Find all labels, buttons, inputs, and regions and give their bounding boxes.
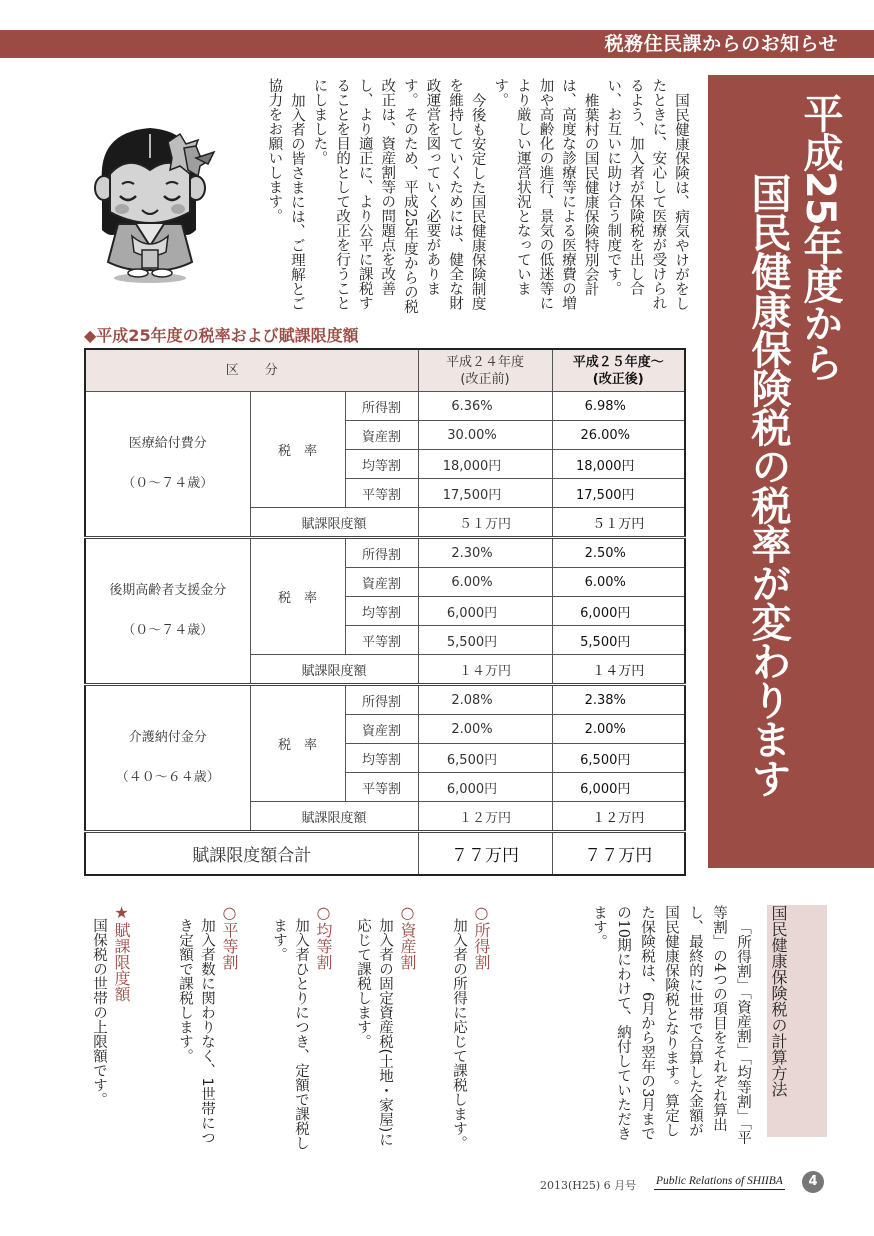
- item-label: 均等割: [345, 597, 418, 626]
- issue-date: 2013(H25) 6 月号: [540, 1179, 637, 1192]
- definition-body: 国保税の世帯の上限額です。: [91, 917, 107, 1106]
- definition-body: 加入者数に関わりなく、1世帯につき定額で課税します。: [177, 917, 215, 1145]
- value-after: 2.00%: [552, 715, 685, 744]
- definition-byodowari: [174, 903, 240, 1153]
- value-after: 6,000円: [552, 597, 685, 626]
- definition-body: 加入者の所得に応じて課税します。: [451, 917, 467, 1150]
- item-label: 資産割: [345, 568, 418, 597]
- category-name: 後期高齢者支援金分: [109, 583, 227, 598]
- category-cell: [85, 538, 250, 685]
- category-name: 医療給付費分: [128, 436, 207, 451]
- limit-before: ５１万円: [418, 508, 552, 538]
- limit-after: ５１万円: [552, 508, 685, 538]
- value-before: 5,500円: [418, 626, 552, 655]
- total-row: [85, 832, 685, 876]
- table-row: [85, 685, 685, 715]
- limit-before: １４万円: [418, 655, 552, 685]
- intro-paragraph: 椎葉村の国民健康保険特別会計は、高度な診療等による医療費の増加や高齢化の進行、景気の低迷等により厳しい運営状況となっています。: [492, 78, 599, 310]
- category-age: （０～７４歳）: [122, 476, 214, 491]
- calc-box-line-2: 計算方法: [769, 1033, 788, 1097]
- header-before-note: (改正前): [460, 371, 510, 387]
- title-panel: [708, 75, 874, 868]
- item-label: 平等割: [345, 626, 418, 655]
- value-before: 17,500円: [418, 479, 552, 508]
- value-before: 2.00%: [418, 715, 552, 744]
- value-after: 6,500円: [552, 744, 685, 773]
- limit-label: 賦課限度額: [250, 508, 418, 538]
- title-line-1: 平成25年度から: [797, 93, 843, 381]
- intro-paragraph: 国民健康保険は、病気やけがをしたときに、安心して医療が受けられるよう、加入者が保険税を出し合い、お互いに助け合う制度です。: [605, 78, 689, 310]
- limit-before: １２万円: [418, 802, 552, 832]
- value-before: 18,000円: [418, 450, 552, 479]
- item-label: 均等割: [345, 744, 418, 773]
- value-before: 6.00%: [418, 568, 552, 597]
- calc-method-text: [540, 905, 755, 1145]
- limit-after: １２万円: [552, 802, 685, 832]
- item-label: 平等割: [345, 479, 418, 508]
- header-before: [418, 349, 552, 392]
- total-after: ７７万円: [552, 832, 685, 876]
- definition-shotokuwari: [448, 903, 492, 1153]
- header-after-year: 平成２５年度～: [572, 354, 664, 370]
- item-label: 資産割: [345, 421, 418, 450]
- value-after: 6.00%: [552, 568, 685, 597]
- total-label: 賦課限度額合計: [85, 832, 418, 876]
- section-header-bar: [0, 30, 874, 58]
- value-before: 2.08%: [418, 685, 552, 715]
- category-age: （４０～６４歳）: [115, 770, 220, 785]
- calc-method-paragraph: 「所得割」「資産割」「均等割」「平等割」の4つの項目をそれぞれ算出し、最終的に世帯で合算した金額が国民健康保険税となります。算定した保険税は、6月から翌年の3月までの10期にわけて、納付していただきます。: [591, 905, 751, 1145]
- value-after: 6.98%: [552, 392, 685, 421]
- category-age: （０～７４歳）: [122, 623, 214, 638]
- item-label: 所得割: [345, 538, 418, 568]
- definition-title: ○資産割: [398, 903, 417, 970]
- rate-label: 税 率: [250, 392, 345, 508]
- limit-label: 賦課限度額: [250, 655, 418, 685]
- section-header-title: 税務住民課からのお知らせ: [604, 33, 838, 55]
- item-label: 所得割: [345, 392, 418, 421]
- category-cell: [85, 685, 250, 832]
- header-after: [552, 349, 685, 392]
- value-before: 6,000円: [418, 773, 552, 802]
- intro-paragraph: 今後も安定した国民健康保険制度を維持していくためには、健全な財政運営を図っていく必要があります。そのため、平成25年度からの税改正は、資産割等の問題点を改善し、より適正に、より公平に課税することを目的として改正を行うことにしました。: [311, 78, 486, 314]
- intro-paragraph: 加入者の皆さまには、ご理解とご協力をお願いします。: [266, 78, 305, 310]
- definition-title: ○均等割: [314, 903, 333, 970]
- definition-body: 加入者の固定資産税(土地・家屋)に応じて課税します。: [355, 917, 393, 1147]
- value-before: 2.30%: [418, 538, 552, 568]
- table-heading: ◆平成25年度の税率および賦課限度額: [84, 326, 359, 345]
- limit-after: １４万円: [552, 655, 685, 685]
- value-before: 30.00%: [418, 421, 552, 450]
- item-label: 均等割: [345, 450, 418, 479]
- definition-kintowari: [268, 903, 334, 1153]
- rate-label: 税 率: [250, 538, 345, 655]
- value-after: 26.00%: [552, 421, 685, 450]
- value-before: 6.36%: [418, 392, 552, 421]
- definition-title: ○平等割: [220, 903, 239, 970]
- category-name: 介護納付金分: [128, 730, 207, 745]
- header-after-note: (改正後): [592, 371, 644, 387]
- table-row: [85, 392, 685, 421]
- value-after: 2.50%: [552, 538, 685, 568]
- calc-box-line-1: 国民健康保険税の: [769, 905, 788, 1033]
- page-number: 4: [802, 1171, 824, 1193]
- header-before-year: 平成２４年度: [445, 354, 524, 370]
- header-category: 区 分: [85, 349, 418, 392]
- value-after: 2.38%: [552, 685, 685, 715]
- publication-name: Public Relations of SHIIBA: [654, 1175, 785, 1190]
- calc-method-box: [767, 905, 827, 1137]
- category-cell: [85, 392, 250, 538]
- definition-shisanwari: [352, 903, 418, 1153]
- definition-body: 加入者ひとりにつき、定額で課税します。: [271, 917, 309, 1150]
- total-before: ７７万円: [418, 832, 552, 876]
- item-label: 所得割: [345, 685, 418, 715]
- tax-rate-table: [84, 348, 686, 876]
- value-after: 18,000円: [552, 450, 685, 479]
- value-after: 5,500円: [552, 626, 685, 655]
- table-row: [85, 538, 685, 568]
- definition-fuka-gendogaku: [88, 903, 132, 1153]
- value-after: 17,500円: [552, 479, 685, 508]
- value-after: 6,000円: [552, 773, 685, 802]
- value-before: 6,500円: [418, 744, 552, 773]
- item-label: 資産割: [345, 715, 418, 744]
- intro-text: [222, 78, 692, 323]
- item-label: 平等割: [345, 773, 418, 802]
- limit-label: 賦課限度額: [250, 802, 418, 832]
- value-before: 6,000円: [418, 597, 552, 626]
- table-header-row: [85, 349, 685, 392]
- definition-title: ★賦課限度額: [112, 903, 131, 1002]
- rate-label: 税 率: [250, 685, 345, 802]
- definition-title: ○所得割: [472, 903, 491, 970]
- mascot-illustration: [88, 112, 218, 284]
- title-line-2: 国民健康保険税の税率が変わります: [745, 173, 791, 797]
